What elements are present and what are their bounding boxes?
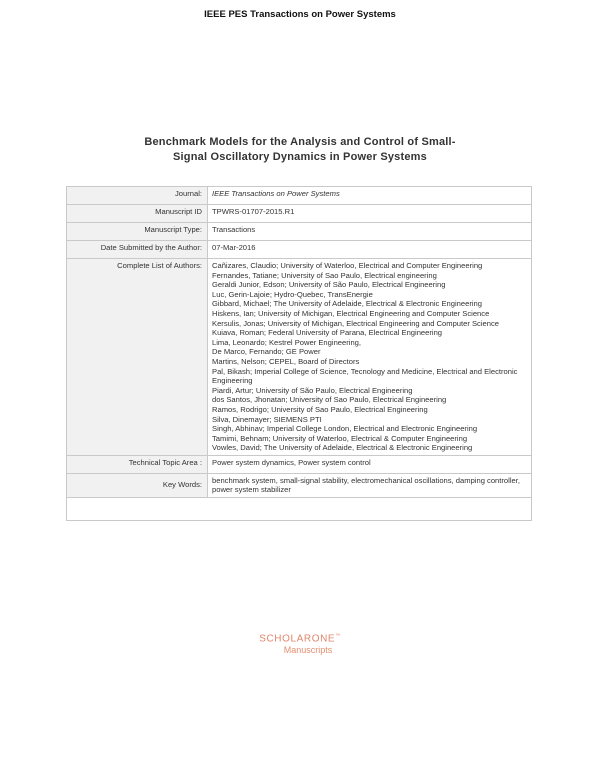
topic-area-label: Technical Topic Area : [67, 455, 208, 473]
scholarone-wordmark [0, 633, 600, 644]
author-entry: Fernandes, Tatiane; University of Sao Paulo, Electrical engineering [212, 270, 437, 280]
author-entry: Gibbard, Michael; The University of Adelaide, Electrical & Electronic Engineering [212, 299, 482, 309]
author-entry: Ramos, Rodrigo; University of Sao Paulo, Electrical Engineering [212, 404, 428, 414]
manuscript-id-label: Manuscript ID [67, 205, 208, 223]
journal-header: IEEE PES Transactions on Power Systems [204, 9, 396, 20]
author-entry: Tamimi, Behnam; University of Waterloo, Electrical & Computer Engineering [212, 433, 468, 443]
journal-label: Journal: [67, 187, 208, 205]
keywords-row [67, 473, 532, 497]
author-entry: Geraldi Junior, Edson; University of São Paulo, Electrical Engineering [212, 280, 446, 290]
author-entry: Silva, Dinemayer; SIEMENS PTI [212, 414, 322, 424]
manuscripts-text: Manuscripts [283, 645, 333, 656]
paper-title [100, 135, 500, 165]
manuscript-id-row [67, 205, 532, 223]
manuscript-id-value: TPWRS-01707-2015.R1 [208, 205, 532, 223]
date-submitted-value: 07-Mar-2016 [208, 241, 532, 259]
manuscript-type-label: Manuscript Type: [67, 223, 208, 241]
topic-area-row [67, 455, 532, 473]
trademark-symbol: ™ [335, 633, 341, 639]
author-entry: De Marco, Fernando; GE Power [212, 347, 321, 357]
authors-list [208, 259, 532, 456]
scholarone-text: SCHOLARONE [259, 633, 336, 645]
keywords-label: Key Words: [67, 473, 208, 497]
manuscript-type-row [67, 223, 532, 241]
author-entry: Vowles, David; The University of Adelaide, Electrical & Electronic Engineering [212, 443, 473, 453]
topic-area-value: Power system dynamics, Power system control [208, 455, 532, 473]
author-entry: Luc, Gerin-Lajoie; Hydro-Quebec, TransEnergie [212, 289, 373, 299]
author-entry: Piardi, Artur; University of São Paulo, Electrical Engineering [212, 385, 413, 395]
blank-cell [67, 498, 532, 521]
authors-row [67, 259, 532, 456]
journal-value: IEEE Transactions on Power Systems [208, 187, 532, 205]
author-entry: Pal, Bikash; Imperial College of Science, Tecnology and Medicine, Electrical and Electronic Engineering [212, 366, 518, 386]
blank-row [67, 498, 532, 521]
author-entry: Singh, Abhinav; Imperial College London, Electrical and Electronic Engineering [212, 424, 478, 434]
scholarone-logo [0, 633, 600, 655]
author-entry: Cañizares, Claudio; University of Waterloo, Electrical and Computer Engineering [212, 261, 483, 270]
author-entry: Lima, Leonardo; Kestrel Power Engineering, [212, 337, 362, 347]
author-entry: Martins, Nelson; CEPEL, Board of Directors [212, 356, 360, 366]
keywords-value: benchmark system, small-signal stability, electromechanical oscillations, damping controller, power system stabilizer [208, 473, 532, 497]
author-entry: dos Santos, Jhonatan; University of Sao Paulo, Electrical Engineering [212, 395, 447, 405]
authors-label: Complete List of Authors: [67, 259, 208, 456]
paper-title-line-2: Signal Oscillatory Dynamics in Power Systems [173, 151, 427, 163]
manuscript-type-value: Transactions [208, 223, 532, 241]
manuscript-info-table [66, 186, 532, 521]
paper-title-line-1: Benchmark Models for the Analysis and Control of Small- [144, 136, 456, 148]
author-entry: Kersulis, Jonas; University of Michigan, Electrical Engineering and Computer Science [212, 318, 500, 328]
author-entry: Kuiava, Roman; Federal University of Parana, Electrical Engineering [212, 328, 443, 338]
author-entry: Hiskens, Ian; University of Michigan, Electrical Engineering and Computer Science [212, 308, 490, 318]
date-submitted-row [67, 241, 532, 259]
date-submitted-label: Date Submitted by the Author: [67, 241, 208, 259]
journal-row [67, 187, 532, 205]
